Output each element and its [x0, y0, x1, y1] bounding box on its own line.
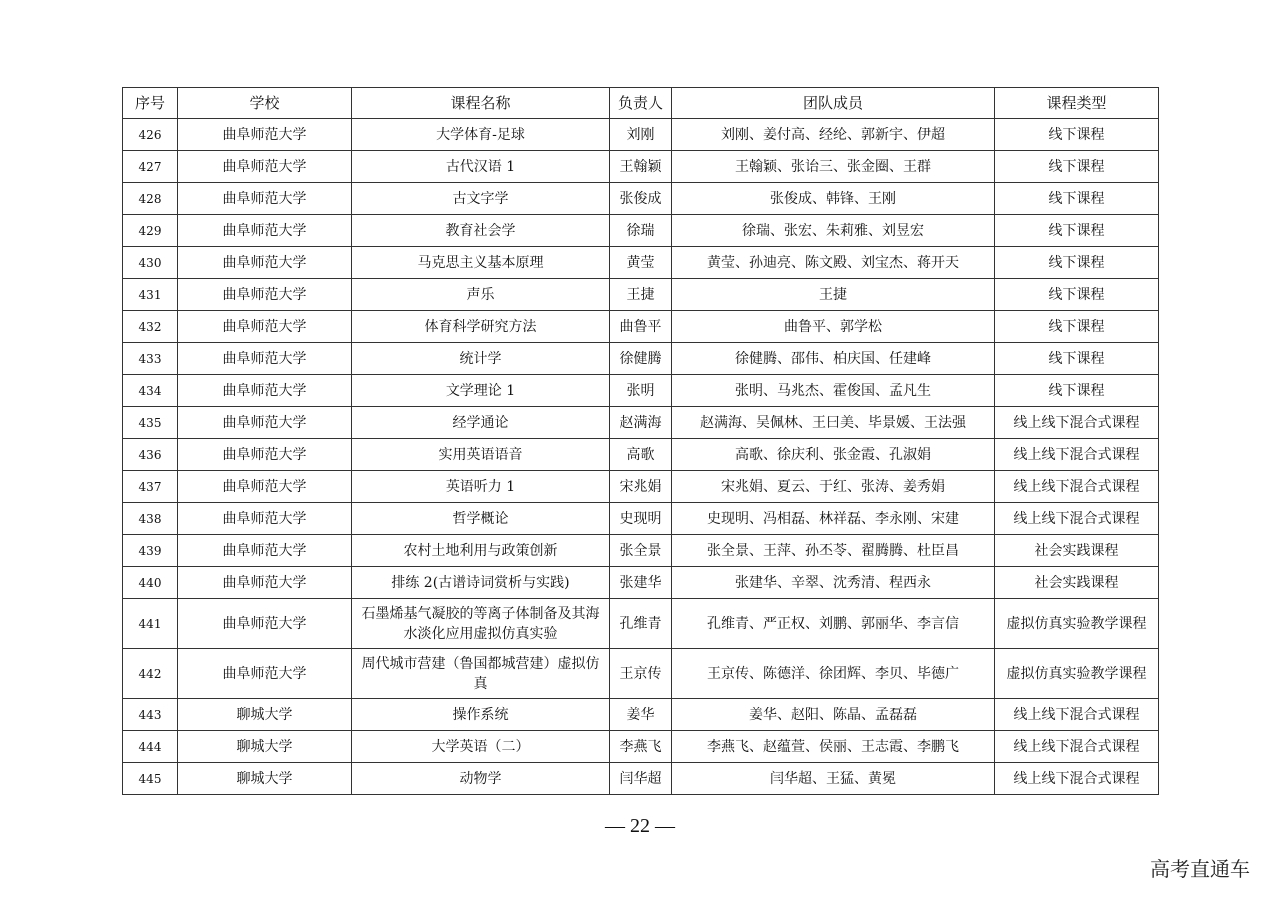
table-row [123, 215, 1159, 247]
cell-no: 426 [123, 119, 178, 151]
header-school: 学校 [178, 88, 352, 119]
header-type: 课程类型 [995, 88, 1159, 119]
cell-course: 英语听力 1 [352, 471, 610, 503]
cell-course: 教育社会学 [352, 215, 610, 247]
cell-team: 史现明、冯相磊、林祥磊、李永刚、宋建 [672, 503, 995, 535]
cell-course: 古文字学 [352, 183, 610, 215]
table-row [123, 151, 1159, 183]
table-row [123, 503, 1159, 535]
cell-type: 线上线下混合式课程 [995, 731, 1159, 763]
cell-type: 线上线下混合式课程 [995, 699, 1159, 731]
cell-type: 线上线下混合式课程 [995, 407, 1159, 439]
cell-no: 438 [123, 503, 178, 535]
cell-team: 徐健腾、邵伟、柏庆国、任建峰 [672, 343, 995, 375]
cell-school: 曲阜师范大学 [178, 407, 352, 439]
table-row [123, 343, 1159, 375]
cell-no: 427 [123, 151, 178, 183]
cell-course: 马克思主义基本原理 [352, 247, 610, 279]
cell-lead: 王捷 [610, 279, 672, 311]
cell-type: 虚拟仿真实验教学课程 [995, 599, 1159, 649]
cell-lead: 史现明 [610, 503, 672, 535]
cell-no: 435 [123, 407, 178, 439]
table-row [123, 599, 1159, 649]
cell-type: 虚拟仿真实验教学课程 [995, 649, 1159, 699]
cell-course: 大学英语（二） [352, 731, 610, 763]
cell-team: 孔维青、严正权、刘鹏、郭丽华、李言信 [672, 599, 995, 649]
cell-team: 王翰颖、张诒三、张金圈、王群 [672, 151, 995, 183]
table-row [123, 119, 1159, 151]
cell-course: 声乐 [352, 279, 610, 311]
cell-school: 聊城大学 [178, 731, 352, 763]
cell-lead: 王翰颖 [610, 151, 672, 183]
table-row [123, 649, 1159, 699]
cell-course: 统计学 [352, 343, 610, 375]
cell-team: 姜华、赵阳、陈晶、孟磊磊 [672, 699, 995, 731]
cell-no: 439 [123, 535, 178, 567]
cell-course: 经学通论 [352, 407, 610, 439]
cell-team: 宋兆娟、夏云、于红、张涛、姜秀娟 [672, 471, 995, 503]
cell-type: 线下课程 [995, 375, 1159, 407]
cell-lead: 张明 [610, 375, 672, 407]
cell-lead: 徐健腾 [610, 343, 672, 375]
cell-school: 曲阜师范大学 [178, 375, 352, 407]
cell-no: 432 [123, 311, 178, 343]
cell-school: 曲阜师范大学 [178, 343, 352, 375]
cell-team: 张俊成、韩锋、王刚 [672, 183, 995, 215]
cell-school: 曲阜师范大学 [178, 503, 352, 535]
table-row [123, 247, 1159, 279]
cell-school: 聊城大学 [178, 763, 352, 795]
cell-course: 排练 2(古谱诗词赏析与实践) [352, 567, 610, 599]
table-row [123, 567, 1159, 599]
table-row [123, 471, 1159, 503]
cell-course: 农村土地利用与政策创新 [352, 535, 610, 567]
cell-lead: 王京传 [610, 649, 672, 699]
cell-course: 周代城市营建（鲁国都城营建）虚拟仿真 [352, 649, 610, 699]
table-row [123, 699, 1159, 731]
cell-school: 曲阜师范大学 [178, 535, 352, 567]
cell-type: 线下课程 [995, 311, 1159, 343]
cell-lead: 张建华 [610, 567, 672, 599]
cell-type: 线下课程 [995, 215, 1159, 247]
cell-course: 实用英语语音 [352, 439, 610, 471]
cell-lead: 黄莹 [610, 247, 672, 279]
cell-type: 线下课程 [995, 343, 1159, 375]
cell-no: 445 [123, 763, 178, 795]
table-row [123, 375, 1159, 407]
cell-type: 线下课程 [995, 183, 1159, 215]
cell-team: 赵满海、吴佩林、王曰美、毕景媛、王法强 [672, 407, 995, 439]
cell-type: 线上线下混合式课程 [995, 439, 1159, 471]
cell-lead: 高歌 [610, 439, 672, 471]
cell-school: 曲阜师范大学 [178, 649, 352, 699]
table-row [123, 183, 1159, 215]
cell-type: 社会实践课程 [995, 535, 1159, 567]
cell-team: 刘刚、姜付高、经纶、郭新宇、伊超 [672, 119, 995, 151]
cell-team: 李燕飞、赵蕴萱、侯丽、王志霞、李鹏飞 [672, 731, 995, 763]
cell-course: 体育科学研究方法 [352, 311, 610, 343]
cell-course: 动物学 [352, 763, 610, 795]
cell-team: 黄莹、孙迪亮、陈文殿、刘宝杰、蒋开天 [672, 247, 995, 279]
cell-course: 石墨烯基气凝胶的等离子体制备及其海水淡化应用虚拟仿真实验 [352, 599, 610, 649]
cell-course: 文学理论 1 [352, 375, 610, 407]
cell-school: 曲阜师范大学 [178, 151, 352, 183]
cell-team: 张全景、王萍、孙丕苓、翟腾腾、杜臣昌 [672, 535, 995, 567]
table-row [123, 535, 1159, 567]
table-row [123, 731, 1159, 763]
cell-lead: 姜华 [610, 699, 672, 731]
cell-no: 429 [123, 215, 178, 247]
watermark: 高考直通车 [1150, 857, 1250, 881]
cell-school: 曲阜师范大学 [178, 247, 352, 279]
cell-type: 线下课程 [995, 279, 1159, 311]
cell-team: 徐瑞、张宏、朱莉雅、刘昱宏 [672, 215, 995, 247]
cell-no: 431 [123, 279, 178, 311]
cell-team: 张明、马兆杰、霍俊国、孟凡生 [672, 375, 995, 407]
cell-lead: 闫华超 [610, 763, 672, 795]
cell-team: 张建华、辛翠、沈秀清、程西永 [672, 567, 995, 599]
table-row [123, 407, 1159, 439]
cell-type: 线下课程 [995, 119, 1159, 151]
cell-lead: 刘刚 [610, 119, 672, 151]
cell-team: 王捷 [672, 279, 995, 311]
cell-no: 428 [123, 183, 178, 215]
cell-school: 曲阜师范大学 [178, 119, 352, 151]
cell-type: 线下课程 [995, 247, 1159, 279]
cell-lead: 张俊成 [610, 183, 672, 215]
cell-no: 444 [123, 731, 178, 763]
cell-course: 哲学概论 [352, 503, 610, 535]
cell-type: 线上线下混合式课程 [995, 503, 1159, 535]
page-number: — 22 — [605, 815, 675, 837]
cell-no: 443 [123, 699, 178, 731]
cell-school: 曲阜师范大学 [178, 183, 352, 215]
cell-team: 闫华超、王猛、黄冕 [672, 763, 995, 795]
cell-school: 曲阜师范大学 [178, 215, 352, 247]
cell-lead: 赵满海 [610, 407, 672, 439]
cell-type: 线上线下混合式课程 [995, 763, 1159, 795]
table-row [123, 439, 1159, 471]
cell-lead: 孔维青 [610, 599, 672, 649]
cell-course: 古代汉语 1 [352, 151, 610, 183]
cell-school: 曲阜师范大学 [178, 567, 352, 599]
table-header-row [123, 88, 1159, 119]
header-no: 序号 [123, 88, 178, 119]
table-row [123, 279, 1159, 311]
cell-school: 曲阜师范大学 [178, 439, 352, 471]
cell-no: 437 [123, 471, 178, 503]
cell-no: 433 [123, 343, 178, 375]
header-course: 课程名称 [352, 88, 610, 119]
cell-type: 线下课程 [995, 151, 1159, 183]
cell-school: 曲阜师范大学 [178, 311, 352, 343]
cell-team: 曲鲁平、郭学松 [672, 311, 995, 343]
cell-school: 曲阜师范大学 [178, 279, 352, 311]
cell-course: 操作系统 [352, 699, 610, 731]
table-body [123, 119, 1159, 795]
cell-type: 社会实践课程 [995, 567, 1159, 599]
table-row [123, 763, 1159, 795]
cell-no: 440 [123, 567, 178, 599]
table-row [123, 311, 1159, 343]
cell-no: 436 [123, 439, 178, 471]
cell-school: 曲阜师范大学 [178, 599, 352, 649]
cell-no: 441 [123, 599, 178, 649]
cell-no: 430 [123, 247, 178, 279]
cell-lead: 宋兆娟 [610, 471, 672, 503]
cell-lead: 曲鲁平 [610, 311, 672, 343]
cell-team: 高歌、徐庆利、张金霞、孔淑娟 [672, 439, 995, 471]
header-lead: 负责人 [610, 88, 672, 119]
course-table [122, 87, 1159, 795]
cell-lead: 张全景 [610, 535, 672, 567]
cell-no: 442 [123, 649, 178, 699]
cell-lead: 徐瑞 [610, 215, 672, 247]
header-team: 团队成员 [672, 88, 995, 119]
cell-no: 434 [123, 375, 178, 407]
cell-school: 曲阜师范大学 [178, 471, 352, 503]
cell-team: 王京传、陈德洋、徐团辉、李贝、毕德广 [672, 649, 995, 699]
cell-lead: 李燕飞 [610, 731, 672, 763]
cell-course: 大学体育-足球 [352, 119, 610, 151]
cell-type: 线上线下混合式课程 [995, 471, 1159, 503]
cell-school: 聊城大学 [178, 699, 352, 731]
